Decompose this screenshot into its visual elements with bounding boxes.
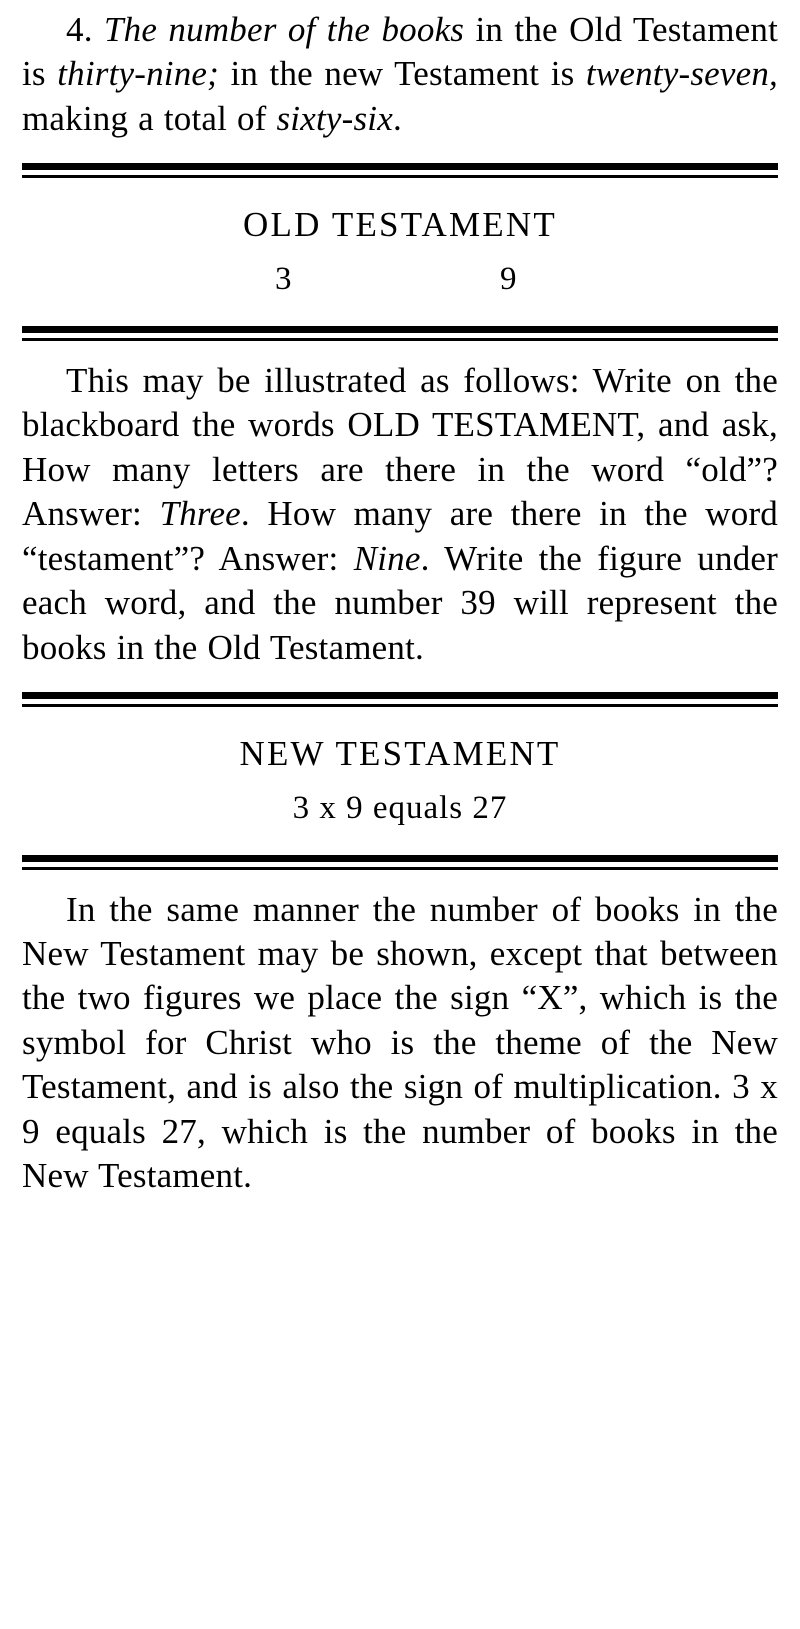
- divider-rule-top: [22, 163, 778, 178]
- rule-thin: [22, 175, 778, 178]
- panel-old-testament-figure-right: 9: [500, 261, 517, 298]
- rule-thin: [22, 704, 778, 707]
- old-exp-italic-2: Nine: [353, 538, 421, 578]
- rule-thick: [22, 326, 778, 333]
- old-exp-text-1: This may be illustrated as follows: Write on the blackboard the words OLD TESTAMENT, and ask, How many letters are there in the word “old”? Answer:: [22, 360, 778, 534]
- rule-thin: [22, 338, 778, 341]
- intro-italic-lead: The number of the books: [103, 10, 465, 49]
- intro-italic-1: thirty-nine;: [57, 54, 220, 94]
- intro-text-2: in the new Testament is: [219, 54, 586, 94]
- old-exp-text-2: . How many are there in the word “testament”? Answer:: [22, 494, 778, 578]
- intro-italic-3: sixty-six: [276, 98, 393, 138]
- paragraph-old-testament-explanation: [22, 359, 778, 670]
- panel-old-testament-title: OLD TESTAMENT: [243, 205, 557, 245]
- rule-thin: [22, 867, 778, 870]
- divider-rule-after-new-panel: [22, 855, 778, 870]
- rule-thick: [22, 855, 778, 862]
- rule-thick: [22, 692, 778, 699]
- intro-italic-2: twenty-seven,: [585, 54, 778, 94]
- paragraph-number: 4.: [66, 10, 93, 49]
- intro-text-3: making a total of: [22, 98, 277, 138]
- old-exp-text-3: . Write the figure under each word, and the number 39 will represent the books in the Old Testament.: [22, 538, 778, 667]
- intro-text-1: in the Old Testament is: [22, 10, 779, 94]
- panel-old-testament-figure-left: 3: [275, 261, 292, 298]
- paragraph-intro: [22, 8, 778, 141]
- divider-rule-after-old-panel: [22, 326, 778, 341]
- panel-new-testament-title: NEW TESTAMENT: [239, 733, 561, 773]
- panel-old-testament-figures: [22, 260, 778, 300]
- panel-old-testament: [22, 204, 778, 300]
- old-exp-italic-1: Three: [159, 494, 241, 534]
- paragraph-new-testament-explanation: In the same manner the number of books in the New Testament may be shown, except that between the two figures we place the sign “X”, which is the symbol for Christ who is the theme of the New Testament, and is also the sign of multiplication. 3 x 9 equals 27, which is the number of books in the New Testament.: [22, 889, 778, 1196]
- panel-new-testament: [22, 733, 778, 829]
- rule-thick: [22, 163, 778, 170]
- divider-rule-before-new-panel: [22, 692, 778, 707]
- panel-new-testament-equation: 3 x 9 equals 27: [292, 789, 508, 826]
- intro-text-4: .: [392, 98, 402, 138]
